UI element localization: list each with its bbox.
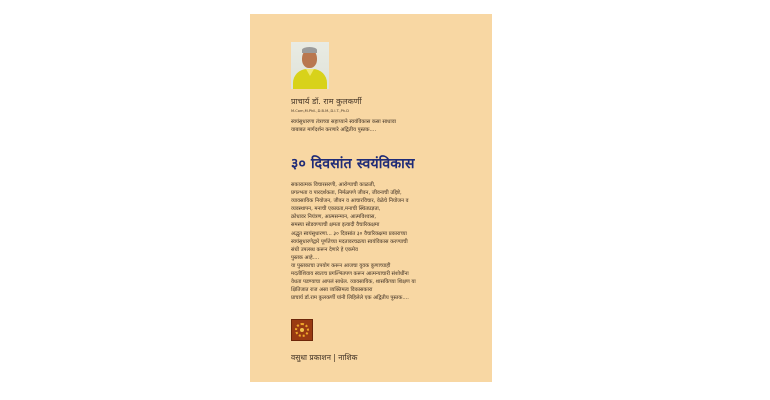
tagline-line: याबाबत मार्गदर्शन करणारे अद्वितीय पुस्तक.... (291, 127, 377, 133)
description-line: प्राचार्य डॉ.राम कुलकर्णी यांनी लिहिलेले एक अद्वितीय पुस्तक.... (291, 295, 409, 302)
author-photo (291, 42, 329, 89)
description-line: व्यावसायिक नियोजन, जीवन व आचारविचार, वेळेचे नियोजन व (291, 198, 409, 205)
description-line: समस्या सोडवण्याची क्षमता इत्यादी वैचारिकक्षमा (291, 222, 380, 229)
description-line: क्षितिजात राज असा व्यक्तिमत्व विकासकारा (291, 287, 373, 294)
tagline (291, 118, 441, 134)
description-line: क्रोधावर नियंत्रण, आत्मसन्मान, आत्मविश्वास, (291, 214, 376, 221)
description-line: स्वयंसुधारणेद्वारे पूर्णतेच्या मदतावरचढत्या स्वयंविकास करण्याची (291, 238, 408, 245)
tagline-line: स्वयंसुधारणा तंत्राच्या सहाय्याने स्वयंविकास कसा साधावा (291, 119, 396, 125)
author-name: प्राचार्य डॉ. राम कुलकर्णी (291, 97, 362, 106)
book-description (291, 181, 471, 302)
description-line: संधी उपलब्ध करून देणारे हे एकमेव (291, 246, 358, 253)
description-line: मदतीशिवाय स्वतःच प्रगल्भितपण करून आत्मन्याचारी संशोधींना (291, 271, 409, 278)
book-back-cover (250, 14, 492, 382)
description-line: व्यवस्थापन, मनाची एकाग्रता,मनाची स्थितप्रज्ञता, (291, 206, 381, 213)
description-line: वेधता पडण्याचा आपलं साधेल. व्यावसायिक, शासकिच्या शिक्षण या (291, 279, 416, 286)
publisher-name: वसुधा प्रकाशन | नाशिक (291, 353, 358, 362)
description-line: पुस्तक आहे.... (291, 254, 320, 261)
description-line: अद्भुत स्वयंसुधारणा... ३० दिवसांत ३० वैचारिकक्षमा प्रकाराच्या (291, 230, 407, 237)
book-title: ३० दिवसांत स्वयंविकास (291, 156, 415, 172)
author-credentials: M.Com,M.Phil.,D.B.M.,D.I.T.,Ph.D (291, 109, 349, 113)
publisher-logo-center (300, 328, 304, 332)
description-line: प्रगल्भता व पारदर्शकता, निर्मळपणे जीवन, जीवनाची उद्दिष्टे, (291, 190, 402, 197)
description-line: या पुस्तकाचा उपयोग करून आजचा युवक कुणाच्याही (291, 262, 391, 269)
author-photo-hair (302, 47, 317, 53)
description-line: सकारात्मक विचारसरणी, आरोग्याची काळजी, (291, 182, 376, 188)
publisher-logo (291, 319, 313, 341)
